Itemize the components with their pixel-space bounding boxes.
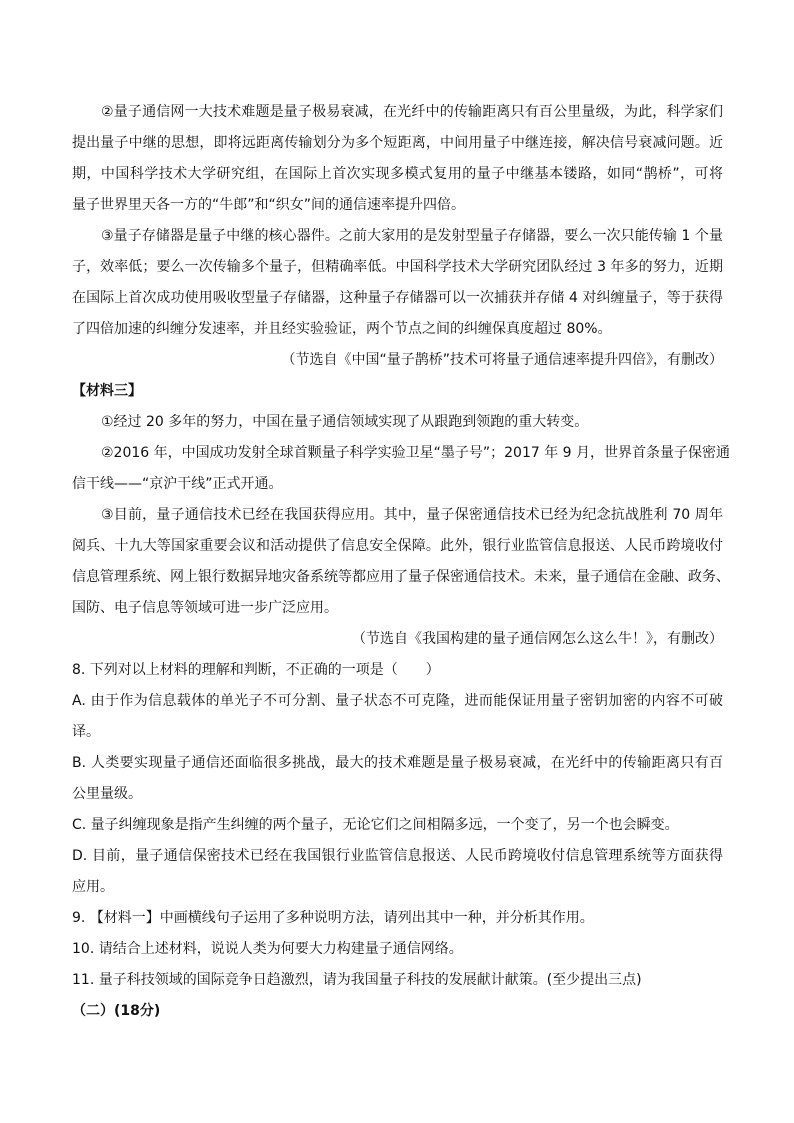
material3-source: （节选自《我国构建的量子通信网怎么这么牛！》，有删改） [352,631,723,647]
text-line: A. 由于作为信息载体的单光子不可分割、量子状态不可克隆，进而能保证用量子密钥加密的内容不可破 [72,693,723,709]
option-a [72,686,723,748]
text-line: B. 人类要实现量子通信还面临很多挑战，最大的技术难题是量子极易衰减，在光纤中的传输距离只有百 [72,755,723,771]
question-11: 11. 量子科技领域的国际竞争日趋激烈，请为我国量子科技的发展献计献策。(至少提出三点) [72,972,642,988]
option-d [72,841,723,903]
option-c: C. 量子纠缠现象是指产生纠缠的两个量子，无论它们之间相隔多远，一个变了，另一个也会瞬变。 [72,817,679,833]
material2-source: （节选自《中国“量子鹊桥”技术可将量子通信速率提升四倍》，有删改） [281,352,723,368]
text-line: 信干线——“京沪干线”正式开通。 [72,476,283,492]
text-line: ②量子通信网一大技术难题是量子极易衰减，在光纤中的传输距离只有百公里量级，为此，科学家们 [101,104,723,120]
text-line: ②2016 年，中国成功发射全球首颗量子科学实验卫星“墨子号”；2017 年 9 月，世界首条量子保密通 [101,445,731,461]
text-line: D. 目前，量子通信保密技术已经在我国银行业监管信息报送、人民币跨境收付信息管理系统等方面获得 [72,848,723,864]
material2-paragraph-3 [72,221,723,345]
question-8: 8. 下列对以上材料的理解和判断，不正确的一项是（ ） [72,662,440,678]
question-9: 9. 【材料一】中画横线句子运用了多种说明方法，请列出其中一种，并分析其作用。 [72,910,594,926]
material2-paragraph-2 [72,97,723,221]
option-b [72,748,723,810]
question-10: 10. 请结合上述材料，说说人类为何要大力构建量子通信网络。 [72,941,463,957]
material3-paragraph-2 [72,438,731,500]
text-line: 提出量子中继的思想，即将远距离传输划分为多个短距离，中间用量子中继连接，解决信号衰减问题。近 [72,135,723,151]
material3-paragraph-1: ①经过 20 多年的努力，中国在量子通信领域实现了从跟跑到领跑的重大转变。 [101,414,589,430]
material3-paragraph-3 [72,500,730,624]
section-2-heading: （二）(18分) [72,1003,161,1019]
text-line: 国防、电子信息等领域可进一步广泛应用。 [72,600,338,616]
text-line: 阅兵、十九大等国家重要会议和活动提供了信息安全保障。此外，银行业监管信息报送、人民币跨境收付 [72,538,723,554]
text-line: 量子世界里天各一方的“牛郎”和“织女”间的通信速率提升四倍。 [72,197,466,213]
text-line: 公里量级。 [72,786,142,802]
text-line: ③目前，量子通信技术已经在我国获得应用。其中，量子保密通信技术已经为纪念抗战胜利 70 周年 [101,507,723,523]
text-line: 译。 [72,724,100,740]
text-line: ③量子存储器是量子中继的核心器件。之前大家用的是发射型量子存储器，要么一次只能传输 1 个量 [101,228,723,244]
text-line: 子，效率低；要么一次传输多个量子，但精确率低。中国科学技术大学研究团队经过 3 年多的努力，近期 [72,259,723,275]
document-page [72,97,731,1027]
text-line: 应用。 [72,879,114,895]
text-line: 在国际上首次成功使用吸收型量子存储器，这种量子存储器可以一次捕获并存储 4 对纠缠量子，等于获得 [72,290,723,306]
text-line: 信息管理系统、网上银行数据异地灾备系统等都应用了量子保密通信技术。未来，量子通信在金融、政务、 [72,569,730,585]
text-line: 期，中国科学技术大学研究组，在国际上首次实现多模式复用的量子中继基本镂路，如同“鹊桥”，可将 [72,166,723,182]
material3-heading: 【材料三】 [72,383,142,399]
text-line: 了四倍加速的纠缠分发速率，并且经实验验证，两个节点之间的纠缠保真度超过 80%。 [72,321,612,337]
